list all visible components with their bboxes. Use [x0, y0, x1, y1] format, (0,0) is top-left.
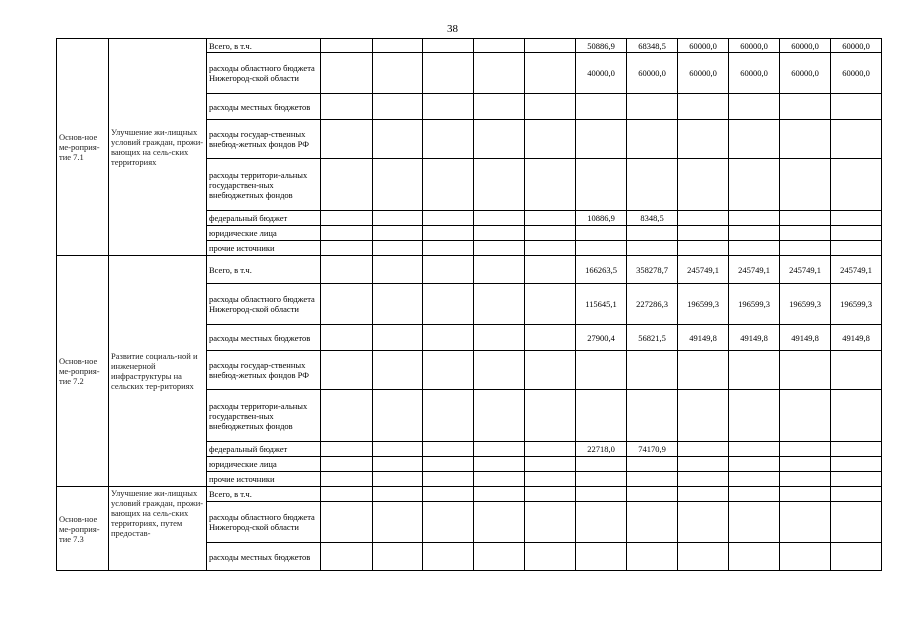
value-cell [780, 211, 831, 226]
value-cell [373, 256, 423, 284]
value-cell [474, 120, 525, 159]
value-cell [525, 94, 576, 120]
value-cell [373, 159, 423, 211]
value-cell: 27900,4 [576, 325, 627, 351]
value-cell: 49149,8 [678, 325, 729, 351]
value-cell: 74170,9 [627, 442, 678, 457]
value-cell [373, 53, 423, 94]
funding-source-cell: расходы местных бюджетов [207, 325, 321, 351]
value-cell [780, 390, 831, 442]
value-cell [627, 94, 678, 120]
value-cell [831, 487, 882, 502]
value-cell [525, 325, 576, 351]
funding-source-cell: расходы областного бюджета Нижегород-ской области [207, 284, 321, 325]
value-cell [831, 226, 882, 241]
value-cell [525, 284, 576, 325]
table-row [57, 39, 882, 53]
value-cell [627, 472, 678, 487]
value-cell [423, 159, 474, 211]
value-cell [780, 159, 831, 211]
value-cell [780, 241, 831, 256]
value-cell [321, 226, 373, 241]
value-cell [729, 351, 780, 390]
value-cell [423, 502, 474, 543]
value-cell [321, 351, 373, 390]
value-cell [321, 284, 373, 325]
value-cell [423, 53, 474, 94]
value-cell [729, 543, 780, 571]
value-cell [576, 390, 627, 442]
value-cell: 245749,1 [831, 256, 882, 284]
funding-source-cell: расходы местных бюджетов [207, 543, 321, 571]
value-cell [321, 39, 373, 53]
value-cell [576, 94, 627, 120]
value-cell [780, 442, 831, 457]
page-number: 38 [447, 23, 458, 35]
budget-table [56, 38, 882, 571]
value-cell [831, 120, 882, 159]
value-cell: 60000,0 [729, 53, 780, 94]
value-cell [729, 472, 780, 487]
value-cell [729, 502, 780, 543]
value-cell [627, 159, 678, 211]
value-cell [373, 502, 423, 543]
value-cell [678, 351, 729, 390]
value-cell [729, 457, 780, 472]
value-cell [525, 351, 576, 390]
value-cell [729, 226, 780, 241]
value-cell [321, 159, 373, 211]
value-cell [423, 39, 474, 53]
value-cell [321, 472, 373, 487]
value-cell [729, 159, 780, 211]
value-cell [576, 487, 627, 502]
funding-source-cell: расходы территори-альных государствен-ных внебюджетных фондов [207, 159, 321, 211]
value-cell: 60000,0 [831, 39, 882, 53]
value-cell [576, 159, 627, 211]
value-cell [423, 211, 474, 226]
value-cell [678, 226, 729, 241]
value-cell [321, 241, 373, 256]
value-cell: 50886,9 [576, 39, 627, 53]
value-cell [423, 256, 474, 284]
value-cell [423, 226, 474, 241]
value-cell [525, 472, 576, 487]
value-cell [474, 211, 525, 226]
value-cell: 196599,3 [780, 284, 831, 325]
value-cell [423, 325, 474, 351]
value-cell [831, 94, 882, 120]
value-cell: 245749,1 [729, 256, 780, 284]
value-cell [423, 390, 474, 442]
value-cell: 56821,5 [627, 325, 678, 351]
value-cell [729, 94, 780, 120]
value-cell [373, 284, 423, 325]
value-cell [373, 472, 423, 487]
value-cell [627, 241, 678, 256]
value-cell [474, 39, 525, 53]
value-cell [423, 351, 474, 390]
funding-source-cell: расходы областного бюджета Нижегород-ской области [207, 502, 321, 543]
value-cell [729, 390, 780, 442]
value-cell [373, 211, 423, 226]
funding-source-cell: прочие источники [207, 472, 321, 487]
value-cell [627, 351, 678, 390]
value-cell: 22718,0 [576, 442, 627, 457]
value-cell [780, 351, 831, 390]
value-cell [678, 457, 729, 472]
value-cell [780, 457, 831, 472]
value-cell [321, 502, 373, 543]
value-cell [780, 543, 831, 571]
value-cell [678, 487, 729, 502]
value-cell [627, 502, 678, 543]
value-cell [627, 390, 678, 442]
value-cell [525, 390, 576, 442]
value-cell [780, 120, 831, 159]
value-cell [321, 94, 373, 120]
value-cell [373, 543, 423, 571]
funding-source-cell: юридические лица [207, 226, 321, 241]
value-cell [678, 94, 729, 120]
value-cell [474, 256, 525, 284]
funding-source-cell: расходы территори-альных государствен-ных внебюджетных фондов [207, 390, 321, 442]
value-cell [831, 442, 882, 457]
table-row [57, 487, 882, 502]
value-cell [525, 211, 576, 226]
funding-source-cell: федеральный бюджет [207, 442, 321, 457]
value-cell: 49149,8 [780, 325, 831, 351]
value-cell [729, 442, 780, 457]
value-cell [678, 241, 729, 256]
value-cell [321, 325, 373, 351]
value-cell [780, 502, 831, 543]
value-cell [831, 472, 882, 487]
value-cell [373, 457, 423, 472]
value-cell [525, 39, 576, 53]
value-cell: 60000,0 [627, 53, 678, 94]
value-cell [423, 457, 474, 472]
value-cell [525, 543, 576, 571]
value-cell [729, 487, 780, 502]
value-cell: 49149,8 [729, 325, 780, 351]
value-cell [474, 241, 525, 256]
value-cell [831, 241, 882, 256]
value-cell [576, 120, 627, 159]
value-cell [678, 472, 729, 487]
funding-source-cell: федеральный бюджет [207, 211, 321, 226]
value-cell [831, 457, 882, 472]
value-cell [831, 211, 882, 226]
value-cell: 245749,1 [780, 256, 831, 284]
value-cell: 60000,0 [780, 53, 831, 94]
value-cell [831, 543, 882, 571]
value-cell [373, 390, 423, 442]
value-cell [525, 256, 576, 284]
value-cell [373, 120, 423, 159]
value-cell: 196599,3 [678, 284, 729, 325]
funding-source-cell: юридические лица [207, 457, 321, 472]
funding-source-cell: расходы государ-ственных внебюд-жетных фондов РФ [207, 351, 321, 390]
value-cell [474, 325, 525, 351]
value-cell [831, 351, 882, 390]
value-cell [474, 390, 525, 442]
value-cell: 245749,1 [678, 256, 729, 284]
value-cell [423, 543, 474, 571]
value-cell [321, 442, 373, 457]
value-cell [678, 543, 729, 571]
event-name-cell: Основ-ное ме-роприя-тие 7.1 [57, 39, 109, 256]
value-cell [729, 211, 780, 226]
funding-source-cell: Всего, в т.ч. [207, 256, 321, 284]
value-cell: 60000,0 [678, 53, 729, 94]
value-cell [321, 543, 373, 571]
value-cell [423, 472, 474, 487]
value-cell [474, 226, 525, 241]
value-cell [576, 241, 627, 256]
value-cell [321, 457, 373, 472]
value-cell [525, 241, 576, 256]
value-cell [525, 502, 576, 543]
funding-source-cell: расходы областного бюджета Нижегород-ской области [207, 53, 321, 94]
value-cell [525, 442, 576, 457]
value-cell [474, 94, 525, 120]
value-cell [474, 543, 525, 571]
funding-source-cell: расходы государ-ственных внебюд-жетных фондов РФ [207, 120, 321, 159]
value-cell [474, 53, 525, 94]
value-cell: 10886,9 [576, 211, 627, 226]
value-cell [525, 457, 576, 472]
value-cell [373, 487, 423, 502]
value-cell [423, 442, 474, 457]
value-cell [525, 120, 576, 159]
value-cell [678, 159, 729, 211]
value-cell [525, 159, 576, 211]
value-cell [831, 502, 882, 543]
value-cell [423, 487, 474, 502]
value-cell [576, 351, 627, 390]
value-cell [474, 472, 525, 487]
funding-source-cell: прочие источники [207, 241, 321, 256]
value-cell [423, 284, 474, 325]
value-cell [423, 120, 474, 159]
value-cell: 60000,0 [678, 39, 729, 53]
value-cell: 196599,3 [831, 284, 882, 325]
value-cell: 115645,1 [576, 284, 627, 325]
value-cell [780, 94, 831, 120]
value-cell: 166263,5 [576, 256, 627, 284]
value-cell [780, 487, 831, 502]
value-cell: 358278,7 [627, 256, 678, 284]
value-cell [525, 487, 576, 502]
value-cell [373, 226, 423, 241]
value-cell [321, 53, 373, 94]
value-cell [474, 442, 525, 457]
value-cell [321, 256, 373, 284]
event-title-cell: Улучшение жи-лищных условий граждан, прожи-вающих на сель-ских территориях [109, 39, 207, 256]
event-title-cell: Развитие социаль-ной и инженерной инфраструктуры на сельских тер-риториях [109, 256, 207, 487]
value-cell [321, 211, 373, 226]
value-cell [576, 226, 627, 241]
value-cell: 60000,0 [780, 39, 831, 53]
value-cell [474, 159, 525, 211]
event-name-cell: Основ-ное ме-роприя-тие 7.3 [57, 487, 109, 571]
value-cell [729, 241, 780, 256]
funding-source-cell: Всего, в т.ч. [207, 39, 321, 53]
value-cell [678, 211, 729, 226]
value-cell: 60000,0 [831, 53, 882, 94]
value-cell [831, 390, 882, 442]
value-cell: 40000,0 [576, 53, 627, 94]
funding-source-cell: расходы местных бюджетов [207, 94, 321, 120]
value-cell [423, 241, 474, 256]
value-cell [373, 39, 423, 53]
event-title-cell: Улучшение жи-лищных условий граждан, прожи-вающих на сель-ских территориях, путем предостав- [109, 487, 207, 571]
value-cell: 68348,5 [627, 39, 678, 53]
value-cell [576, 457, 627, 472]
value-cell [321, 390, 373, 442]
value-cell [474, 457, 525, 472]
value-cell: 227286,3 [627, 284, 678, 325]
value-cell [576, 543, 627, 571]
value-cell [627, 226, 678, 241]
value-cell [525, 226, 576, 241]
value-cell [627, 457, 678, 472]
value-cell [474, 487, 525, 502]
value-cell [627, 487, 678, 502]
value-cell [373, 442, 423, 457]
value-cell: 60000,0 [729, 39, 780, 53]
value-cell [678, 120, 729, 159]
value-cell: 196599,3 [729, 284, 780, 325]
value-cell [678, 390, 729, 442]
value-cell [373, 351, 423, 390]
value-cell [780, 472, 831, 487]
value-cell [780, 226, 831, 241]
value-cell [729, 120, 780, 159]
value-cell [831, 159, 882, 211]
value-cell: 8348,5 [627, 211, 678, 226]
value-cell [474, 502, 525, 543]
value-cell [525, 53, 576, 94]
funding-source-cell: Всего, в т.ч. [207, 487, 321, 502]
event-name-cell: Основ-ное ме-роприя-тие 7.2 [57, 256, 109, 487]
value-cell [423, 94, 474, 120]
value-cell: 49149,8 [831, 325, 882, 351]
value-cell [474, 284, 525, 325]
value-cell [373, 325, 423, 351]
value-cell [321, 487, 373, 502]
table-row [57, 256, 882, 284]
value-cell [576, 472, 627, 487]
value-cell [678, 502, 729, 543]
value-cell [627, 120, 678, 159]
value-cell [321, 120, 373, 159]
value-cell [373, 241, 423, 256]
value-cell [627, 543, 678, 571]
value-cell [474, 351, 525, 390]
value-cell [576, 502, 627, 543]
value-cell [373, 94, 423, 120]
value-cell [678, 442, 729, 457]
